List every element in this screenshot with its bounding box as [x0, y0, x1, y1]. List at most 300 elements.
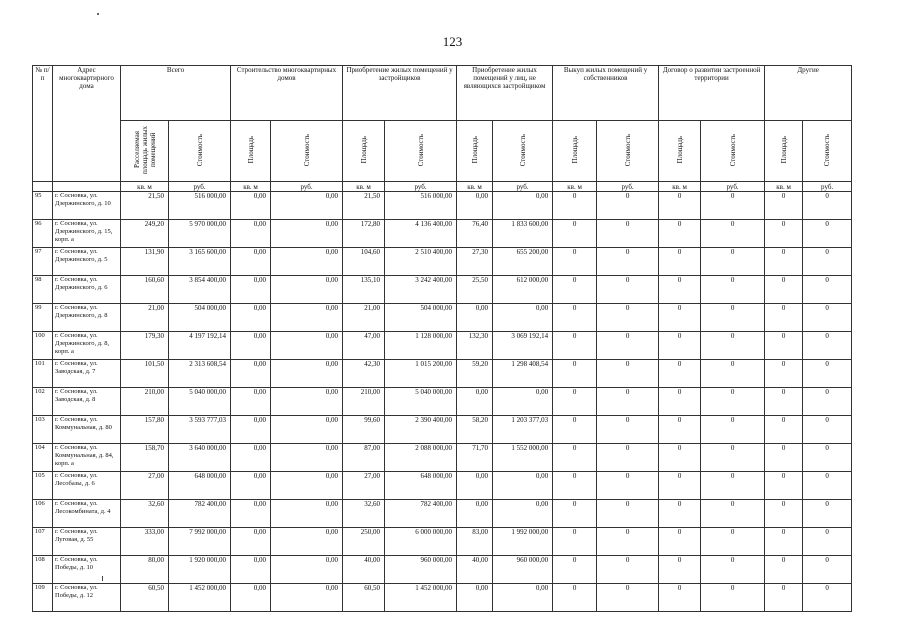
developer-area: 42,30: [343, 360, 385, 388]
other-cost: 0: [803, 388, 852, 416]
units-blank: [33, 182, 53, 192]
buyout-cost: 0: [597, 248, 659, 276]
other-seller-area: 0,00: [457, 584, 493, 612]
construction-cost: 0,00: [271, 248, 343, 276]
buyout-area: 0: [553, 220, 597, 248]
total-cost: 648 000,00: [169, 472, 231, 500]
developer-area: 60,50: [343, 584, 385, 612]
other-cost: 0: [803, 332, 852, 360]
construction-area: 0,00: [231, 584, 271, 612]
buyout-area: 0: [553, 444, 597, 472]
buyout-area: 0: [553, 248, 597, 276]
agreement-cost: 0: [701, 500, 765, 528]
total-cost: 3 165 600,00: [169, 248, 231, 276]
total-cost: 5 040 000,00: [169, 388, 231, 416]
agreement-area: 0: [659, 584, 701, 612]
scan-mark: [102, 576, 103, 581]
other-area: 0: [765, 584, 803, 612]
developer-cost: 782 400,00: [385, 500, 457, 528]
total-cost: 504 000,00: [169, 304, 231, 332]
header-sub-row: [33, 121, 852, 182]
other-cost: 0: [803, 416, 852, 444]
developer-area: 40,00: [343, 556, 385, 584]
agreement-cost: 0: [701, 556, 765, 584]
other-cost: 0: [803, 584, 852, 612]
unit-rub: руб.: [597, 182, 659, 192]
construction-cost: 0,00: [271, 332, 343, 360]
other-area: 0: [765, 528, 803, 556]
developer-area: 210,00: [343, 388, 385, 416]
agreement-area: 0: [659, 556, 701, 584]
developer-cost: 5 040 000,00: [385, 388, 457, 416]
total-area: 21,50: [121, 192, 169, 220]
construction-area: 0,00: [231, 500, 271, 528]
row-address: г. Сосновка, ул. Лесобазы, д. 6: [53, 472, 121, 500]
construction-area: 0,00: [231, 528, 271, 556]
unit-sqm: кв. м: [659, 182, 701, 192]
units-blank: [53, 182, 121, 192]
construction-cost: 0,00: [271, 416, 343, 444]
agreement-cost: 0: [701, 444, 765, 472]
other-cost: 0: [803, 472, 852, 500]
developer-area: 21,50: [343, 192, 385, 220]
table-body: [33, 192, 852, 612]
total-cost: 782 400,00: [169, 500, 231, 528]
total-area: 210,00: [121, 388, 169, 416]
construction-area: 0,00: [231, 220, 271, 248]
agreement-cost: 0: [701, 192, 765, 220]
header-num: № п/п: [33, 66, 53, 182]
construction-cost: 0,00: [271, 192, 343, 220]
other-seller-cost: 655 200,00: [493, 248, 553, 276]
other-area: 0: [765, 192, 803, 220]
agreement-area: 0: [659, 360, 701, 388]
table-row: [33, 472, 852, 500]
subheader-area: Площадь: [457, 121, 493, 182]
total-cost: 7 992 000,00: [169, 528, 231, 556]
row-address: г. Сосновка, ул. Дзержинского, д. 5: [53, 248, 121, 276]
row-number: 95: [33, 192, 53, 220]
buyout-area: 0: [553, 360, 597, 388]
agreement-cost: 0: [701, 248, 765, 276]
subheader-cost: Стоимость: [169, 121, 231, 182]
developer-area: 27,00: [343, 472, 385, 500]
row-number: 109: [33, 584, 53, 612]
other-seller-area: 132,30: [457, 332, 493, 360]
developer-area: 250,00: [343, 528, 385, 556]
other-seller-cost: 1 992 000,00: [493, 528, 553, 556]
header-purchase-other: Приобретение жилых помещений у лиц, не являющихся застройщиком: [457, 66, 553, 121]
agreement-cost: 0: [701, 416, 765, 444]
developer-cost: 2 088 000,00: [385, 444, 457, 472]
resettlement-table: [32, 65, 852, 612]
buyout-area: 0: [553, 500, 597, 528]
other-cost: 0: [803, 528, 852, 556]
other-area: 0: [765, 220, 803, 248]
header-buyout: Выкуп жилых помещений у собственников: [553, 66, 659, 121]
row-address: г. Сосновка, ул. Коммунальная, д. 84, корп. а: [53, 444, 121, 472]
total-cost: 4 197 192,14: [169, 332, 231, 360]
agreement-area: 0: [659, 416, 701, 444]
developer-cost: 3 242 400,00: [385, 276, 457, 304]
other-cost: 0: [803, 276, 852, 304]
other-seller-cost: 0,00: [493, 584, 553, 612]
table-row: [33, 192, 852, 220]
other-seller-area: 0,00: [457, 472, 493, 500]
buyout-cost: 0: [597, 416, 659, 444]
other-seller-cost: 0,00: [493, 304, 553, 332]
construction-cost: 0,00: [271, 500, 343, 528]
other-cost: 0: [803, 556, 852, 584]
other-area: 0: [765, 416, 803, 444]
total-cost: 2 313 608,54: [169, 360, 231, 388]
row-number: 98: [33, 276, 53, 304]
agreement-area: 0: [659, 304, 701, 332]
other-seller-cost: 0,00: [493, 472, 553, 500]
other-cost: 0: [803, 444, 852, 472]
total-area: 160,60: [121, 276, 169, 304]
buyout-area: 0: [553, 388, 597, 416]
total-area: 131,90: [121, 248, 169, 276]
agreement-area: 0: [659, 248, 701, 276]
construction-cost: 0,00: [271, 388, 343, 416]
buyout-area: 0: [553, 556, 597, 584]
row-number: 106: [33, 500, 53, 528]
other-seller-area: 83,00: [457, 528, 493, 556]
unit-rub: руб.: [701, 182, 765, 192]
table-row: [33, 388, 852, 416]
buyout-cost: 0: [597, 332, 659, 360]
construction-cost: 0,00: [271, 220, 343, 248]
other-seller-cost: 612 000,00: [493, 276, 553, 304]
unit-sqm: кв. м: [553, 182, 597, 192]
other-seller-cost: 1 203 377,03: [493, 416, 553, 444]
construction-area: 0,00: [231, 472, 271, 500]
other-area: 0: [765, 276, 803, 304]
unit-rub: руб.: [803, 182, 852, 192]
total-cost: 1 920 000,00: [169, 556, 231, 584]
buyout-area: 0: [553, 332, 597, 360]
other-seller-cost: 1 298 408,54: [493, 360, 553, 388]
buyout-area: 0: [553, 584, 597, 612]
total-area: 179,30: [121, 332, 169, 360]
total-area: 101,50: [121, 360, 169, 388]
unit-sqm: кв. м: [121, 182, 169, 192]
subheader-area-total: Расселяемая площадь жилых помещений: [121, 121, 169, 182]
row-address: г. Сосновка, ул. Коммунальная, д. 80: [53, 416, 121, 444]
other-seller-cost: 1 552 000,00: [493, 444, 553, 472]
agreement-cost: 0: [701, 584, 765, 612]
developer-cost: 504 000,00: [385, 304, 457, 332]
agreement-area: 0: [659, 388, 701, 416]
total-cost: 1 452 000,00: [169, 584, 231, 612]
construction-cost: 0,00: [271, 584, 343, 612]
agreement-area: 0: [659, 444, 701, 472]
total-area: 60,50: [121, 584, 169, 612]
other-seller-area: 58,20: [457, 416, 493, 444]
header-construction: Строительство многоквартирных домов: [231, 66, 343, 121]
unit-rub: руб.: [493, 182, 553, 192]
buyout-area: 0: [553, 192, 597, 220]
developer-cost: 4 136 400,00: [385, 220, 457, 248]
buyout-cost: 0: [597, 528, 659, 556]
row-address: г. Сосновка, ул. Луговая, д. 55: [53, 528, 121, 556]
subheader-cost: Стоимость: [701, 121, 765, 182]
row-address: г. Сосновка, ул. Победы, д. 10: [53, 556, 121, 584]
construction-area: 0,00: [231, 304, 271, 332]
construction-area: 0,00: [231, 388, 271, 416]
row-address: г. Сосновка, ул. Дзержинского, д. 10: [53, 192, 121, 220]
developer-area: 21,00: [343, 304, 385, 332]
header-other: Другие: [765, 66, 852, 121]
developer-cost: 648 000,00: [385, 472, 457, 500]
other-seller-cost: 0,00: [493, 388, 553, 416]
row-number: 99: [33, 304, 53, 332]
construction-area: 0,00: [231, 444, 271, 472]
other-cost: 0: [803, 220, 852, 248]
other-area: 0: [765, 304, 803, 332]
construction-area: 0,00: [231, 248, 271, 276]
buyout-area: 0: [553, 276, 597, 304]
construction-cost: 0,00: [271, 472, 343, 500]
buyout-cost: 0: [597, 556, 659, 584]
unit-rub: руб.: [271, 182, 343, 192]
buyout-cost: 0: [597, 472, 659, 500]
developer-area: 104,60: [343, 248, 385, 276]
other-area: 0: [765, 332, 803, 360]
row-address: г. Сосновка, ул. Дзержинского, д. 8: [53, 304, 121, 332]
table-row: [33, 304, 852, 332]
buyout-area: 0: [553, 472, 597, 500]
row-address: г. Сосновка, ул. Дзержинского, д. 6: [53, 276, 121, 304]
row-number: 107: [33, 528, 53, 556]
buyout-cost: 0: [597, 304, 659, 332]
construction-cost: 0,00: [271, 276, 343, 304]
header-group-row: [33, 66, 852, 121]
other-seller-area: 40,00: [457, 556, 493, 584]
header-development-agreement: Договор о развитии застроенной территории: [659, 66, 765, 121]
agreement-cost: 0: [701, 220, 765, 248]
other-area: 0: [765, 360, 803, 388]
agreement-cost: 0: [701, 528, 765, 556]
table-row: [33, 528, 852, 556]
agreement-area: 0: [659, 528, 701, 556]
other-cost: 0: [803, 500, 852, 528]
other-area: 0: [765, 500, 803, 528]
row-number: 97: [33, 248, 53, 276]
total-area: 32,60: [121, 500, 169, 528]
unit-rub: руб.: [385, 182, 457, 192]
other-seller-cost: 960 000,00: [493, 556, 553, 584]
page-number: 123: [442, 34, 463, 49]
row-number: 103: [33, 416, 53, 444]
buyout-cost: 0: [597, 360, 659, 388]
row-address: г. Сосновка, ул. Заводская, д. 8: [53, 388, 121, 416]
buyout-cost: 0: [597, 444, 659, 472]
agreement-cost: 0: [701, 360, 765, 388]
unit-sqm: кв. м: [343, 182, 385, 192]
table-row: [33, 444, 852, 472]
row-address: г. Сосновка, ул. Заводская, д. 7: [53, 360, 121, 388]
scan-speck: [97, 13, 99, 15]
construction-area: 0,00: [231, 192, 271, 220]
header-total: Всего: [121, 66, 231, 121]
agreement-area: 0: [659, 276, 701, 304]
agreement-cost: 0: [701, 472, 765, 500]
other-area: 0: [765, 444, 803, 472]
total-cost: 516 000,00: [169, 192, 231, 220]
row-number: 108: [33, 556, 53, 584]
subheader-cost: Стоимость: [597, 121, 659, 182]
developer-cost: 6 000 000,00: [385, 528, 457, 556]
other-area: 0: [765, 472, 803, 500]
table-row: [33, 360, 852, 388]
buyout-area: 0: [553, 304, 597, 332]
other-seller-area: 0,00: [457, 388, 493, 416]
table-row: [33, 556, 852, 584]
other-seller-area: 59,20: [457, 360, 493, 388]
row-address: г. Сосновка, ул. Лесокомбината, д. 4: [53, 500, 121, 528]
buyout-cost: 0: [597, 276, 659, 304]
header-purchase-developer: Приобретение жилых помещений у застройщиков: [343, 66, 457, 121]
subheader-cost: Стоимость: [493, 121, 553, 182]
subheader-area: Площадь: [553, 121, 597, 182]
developer-area: 32,60: [343, 500, 385, 528]
other-seller-area: 71,70: [457, 444, 493, 472]
other-cost: 0: [803, 248, 852, 276]
agreement-area: 0: [659, 192, 701, 220]
developer-cost: 516 000,00: [385, 192, 457, 220]
developer-cost: 1 128 000,00: [385, 332, 457, 360]
buyout-cost: 0: [597, 388, 659, 416]
total-cost: 3 640 000,00: [169, 444, 231, 472]
other-seller-area: 0,00: [457, 192, 493, 220]
other-seller-area: 25,50: [457, 276, 493, 304]
construction-area: 0,00: [231, 332, 271, 360]
row-number: 104: [33, 444, 53, 472]
other-seller-cost: 0,00: [493, 192, 553, 220]
table-row: [33, 276, 852, 304]
developer-area: 99,60: [343, 416, 385, 444]
table-row: [33, 332, 852, 360]
unit-sqm: кв. м: [231, 182, 271, 192]
table-row: [33, 416, 852, 444]
developer-area: 87,00: [343, 444, 385, 472]
total-area: 157,80: [121, 416, 169, 444]
total-area: 158,70: [121, 444, 169, 472]
table-row: [33, 248, 852, 276]
construction-area: 0,00: [231, 556, 271, 584]
units-row: [33, 182, 852, 192]
construction-area: 0,00: [231, 416, 271, 444]
construction-cost: 0,00: [271, 444, 343, 472]
agreement-cost: 0: [701, 304, 765, 332]
header-address: Адрес многоквартирного дома: [53, 66, 121, 182]
subheader-area: Площадь: [765, 121, 803, 182]
buyout-cost: 0: [597, 220, 659, 248]
other-seller-area: 27,30: [457, 248, 493, 276]
agreement-cost: 0: [701, 388, 765, 416]
developer-cost: 2 390 400,00: [385, 416, 457, 444]
construction-cost: 0,00: [271, 360, 343, 388]
other-cost: 0: [803, 360, 852, 388]
row-address: г. Сосновка, ул. Победы, д. 12: [53, 584, 121, 612]
row-number: 96: [33, 220, 53, 248]
total-area: 80,00: [121, 556, 169, 584]
total-area: 333,00: [121, 528, 169, 556]
table-row: [33, 584, 852, 612]
buyout-cost: 0: [597, 584, 659, 612]
unit-sqm: кв. м: [457, 182, 493, 192]
subheader-area: Площадь: [343, 121, 385, 182]
agreement-cost: 0: [701, 276, 765, 304]
developer-area: 135,10: [343, 276, 385, 304]
buyout-cost: 0: [597, 500, 659, 528]
construction-area: 0,00: [231, 276, 271, 304]
developer-area: 172,80: [343, 220, 385, 248]
unit-rub: руб.: [169, 182, 231, 192]
other-seller-area: 0,00: [457, 500, 493, 528]
other-area: 0: [765, 556, 803, 584]
row-address: г. Сосновка, ул. Дзержинского, д. 8, корп. а: [53, 332, 121, 360]
buyout-area: 0: [553, 416, 597, 444]
other-cost: 0: [803, 192, 852, 220]
agreement-area: 0: [659, 500, 701, 528]
other-seller-cost: 1 833 600,00: [493, 220, 553, 248]
subheader-cost: Стоимость: [803, 121, 852, 182]
agreement-area: 0: [659, 472, 701, 500]
unit-sqm: кв. м: [765, 182, 803, 192]
total-area: 249,20: [121, 220, 169, 248]
agreement-area: 0: [659, 220, 701, 248]
subheader-cost: Стоимость: [271, 121, 343, 182]
construction-cost: 0,00: [271, 528, 343, 556]
subheader-area: Площадь: [659, 121, 701, 182]
agreement-area: 0: [659, 332, 701, 360]
total-cost: 3 593 777,03: [169, 416, 231, 444]
other-area: 0: [765, 248, 803, 276]
row-number: 105: [33, 472, 53, 500]
row-number: 102: [33, 388, 53, 416]
developer-cost: 1 015 200,00: [385, 360, 457, 388]
table-row: [33, 220, 852, 248]
developer-cost: 960 000,00: [385, 556, 457, 584]
total-area: 27,00: [121, 472, 169, 500]
construction-area: 0,00: [231, 360, 271, 388]
agreement-cost: 0: [701, 332, 765, 360]
other-seller-cost: 0,00: [493, 500, 553, 528]
total-area: 21,00: [121, 304, 169, 332]
subheader-area: Площадь: [231, 121, 271, 182]
buyout-area: 0: [553, 528, 597, 556]
row-address: г. Сосновка, ул. Дзержинского, д. 15, корп. а: [53, 220, 121, 248]
total-cost: 5 970 000,00: [169, 220, 231, 248]
developer-cost: 1 452 000,00: [385, 584, 457, 612]
buyout-cost: 0: [597, 192, 659, 220]
row-number: 101: [33, 360, 53, 388]
other-cost: 0: [803, 304, 852, 332]
other-area: 0: [765, 388, 803, 416]
developer-area: 47,00: [343, 332, 385, 360]
other-seller-area: 76,40: [457, 220, 493, 248]
construction-cost: 0,00: [271, 556, 343, 584]
other-seller-area: 0,00: [457, 304, 493, 332]
table-row: [33, 500, 852, 528]
row-number: 100: [33, 332, 53, 360]
construction-cost: 0,00: [271, 304, 343, 332]
subheader-cost: Стоимость: [385, 121, 457, 182]
developer-cost: 2 510 400,00: [385, 248, 457, 276]
